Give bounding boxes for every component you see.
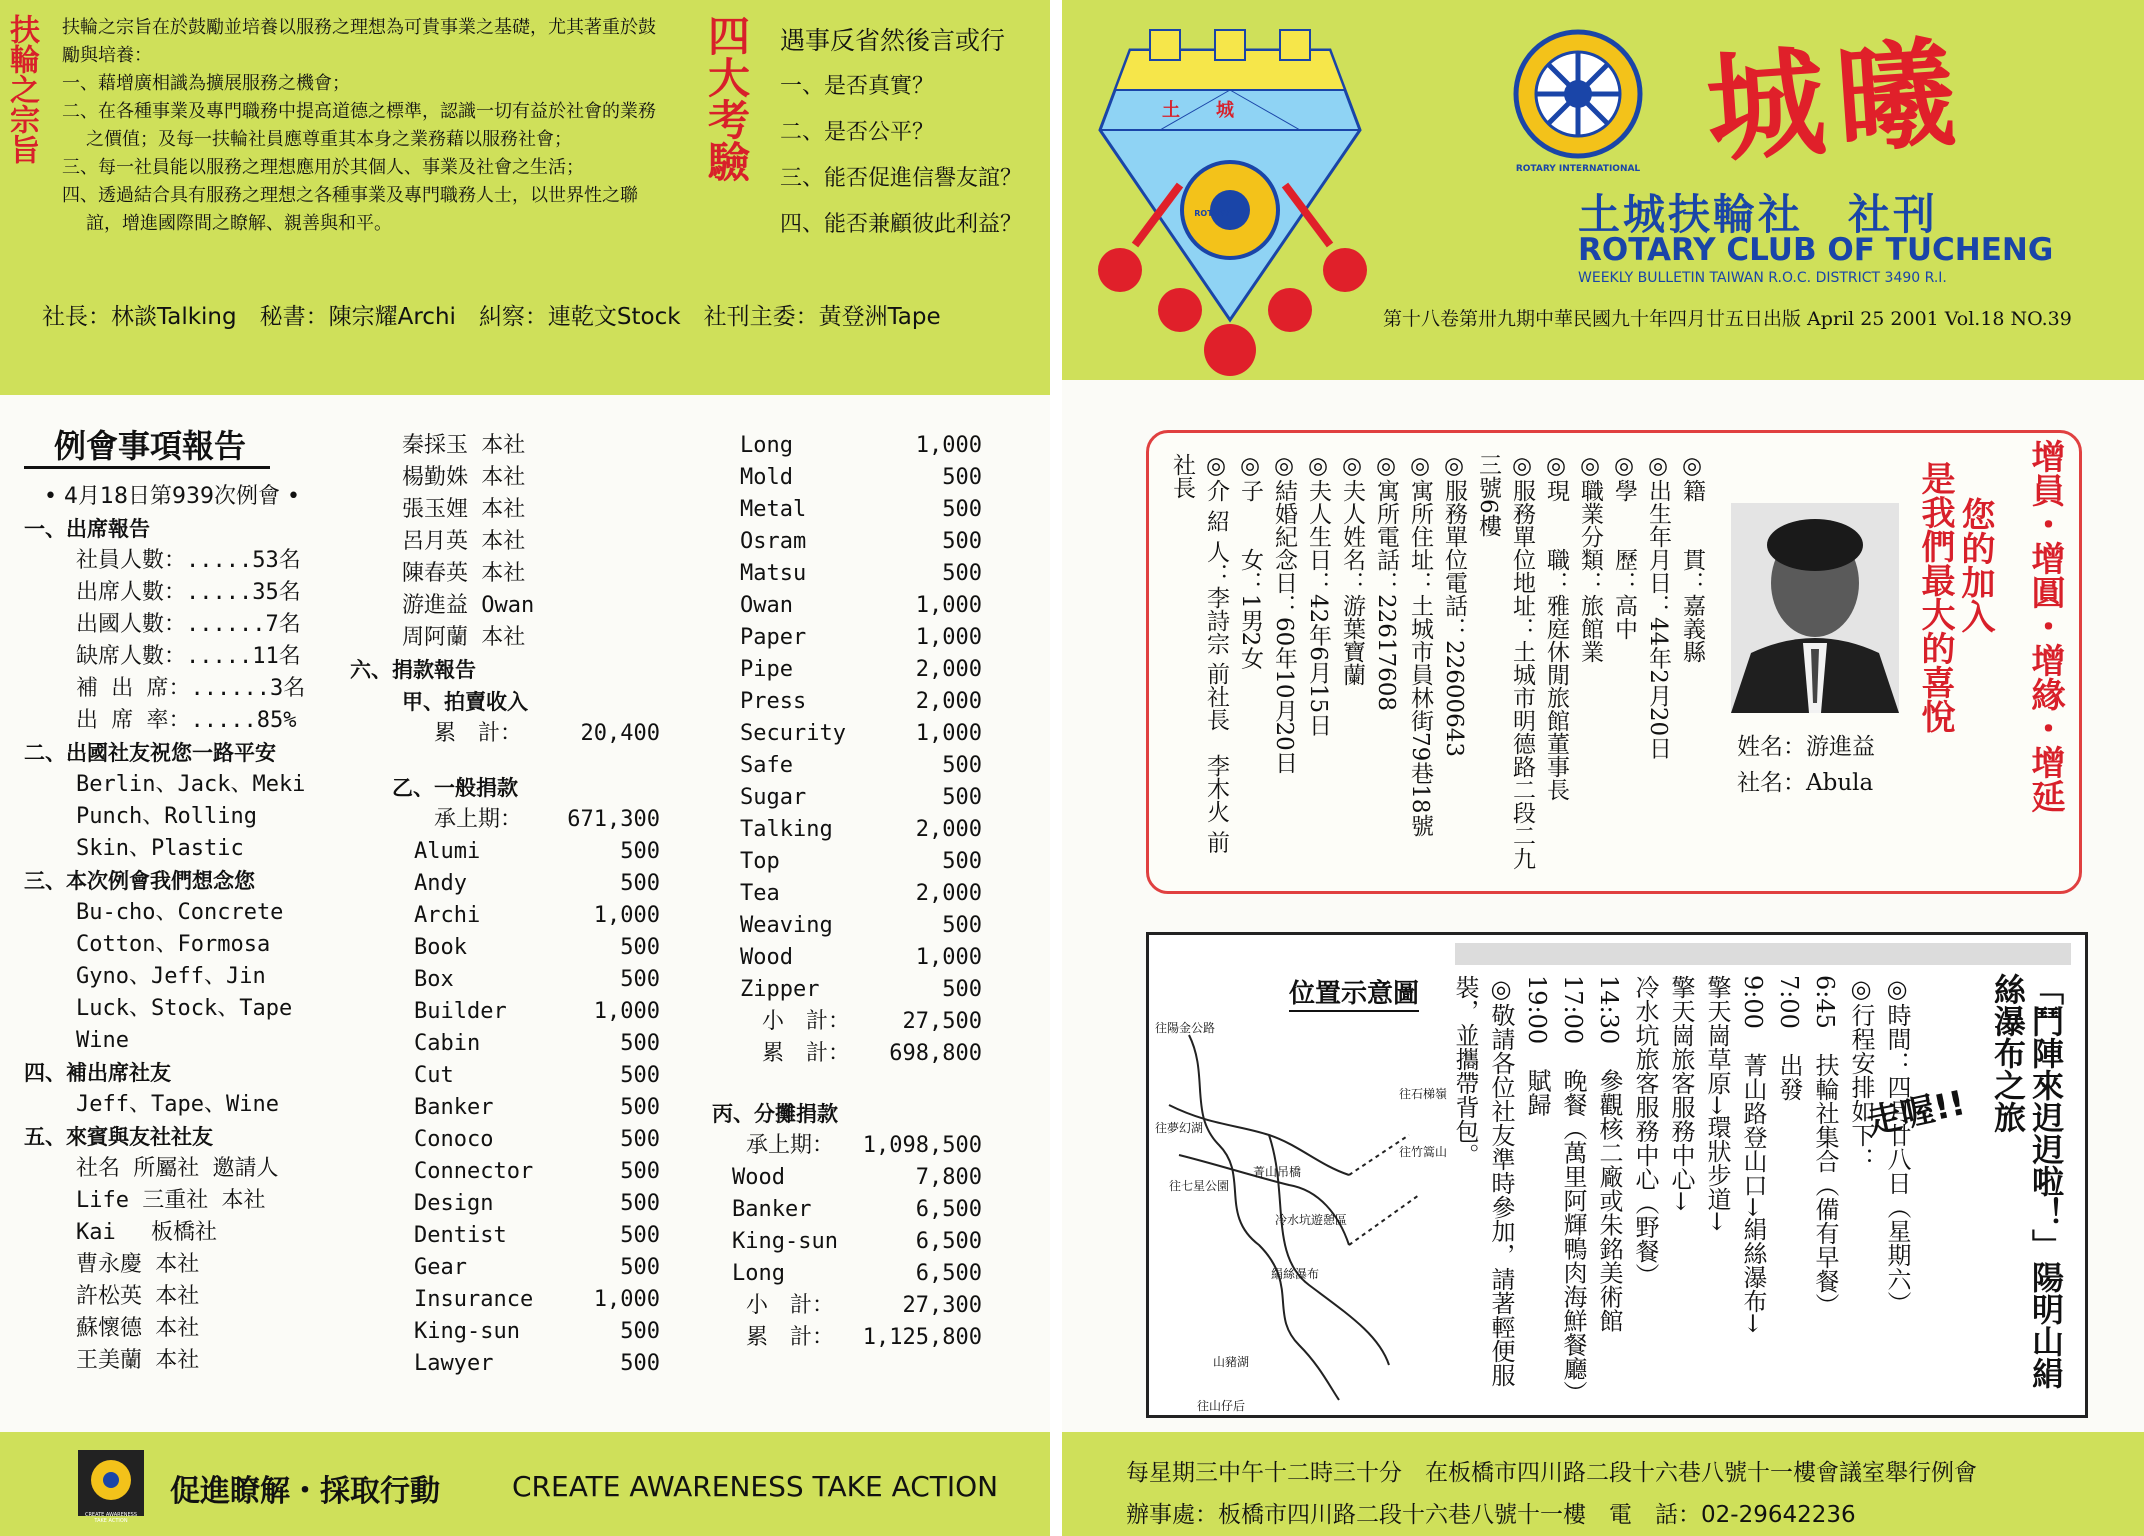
map-label: 往陽金公路 xyxy=(1155,1021,1216,1035)
donation-row xyxy=(740,942,982,974)
donation-amount: 500 xyxy=(620,1223,660,1248)
donation-row xyxy=(414,1252,660,1284)
list-item: Wine xyxy=(76,1028,129,1053)
event-go: 走喔!! xyxy=(1863,1083,1969,1143)
location-map xyxy=(1149,1015,1449,1405)
profile-field: ◎出生年月日：44年2月20日 xyxy=(1645,453,1671,760)
miss-title: 三、本次例會我們想念您 xyxy=(24,869,255,893)
profile-field: ◎寓所住址：土城市員林街79巷18號 xyxy=(1407,453,1433,837)
donor-name: Archi xyxy=(414,903,481,928)
donation-row xyxy=(740,878,982,910)
donor-name: King-sun xyxy=(732,1229,838,1254)
mission-intro: 扶輪之宗旨在於鼓勵並培養以服務之理想為可貴事業之基礎，尤其著重於鼓勵與培養： xyxy=(62,17,656,66)
donor-name: Cabin xyxy=(414,1031,481,1056)
total-value: 1,125,800 xyxy=(862,1325,982,1350)
donation-row xyxy=(732,1258,982,1290)
donation-amount: 500 xyxy=(620,1031,660,1056)
donation-amount: 500 xyxy=(942,465,982,490)
donation-amount: 500 xyxy=(942,913,982,938)
diamond-text: 土 城 xyxy=(1162,100,1234,121)
schedule-line: 冷水坑旅客服務中心（野餐） xyxy=(1631,975,1659,1287)
donor-name: Security xyxy=(740,721,846,746)
map-label: 往竹篙山 xyxy=(1399,1145,1448,1159)
profile-field: ◎籍 貫：嘉義縣 xyxy=(1679,453,1705,663)
list-item: 楊勤姝 本社 xyxy=(402,465,526,490)
donation-amount: 6,500 xyxy=(915,1261,982,1286)
list-item: Life 三重社 本社 xyxy=(76,1188,266,1213)
prev-label: 承上期： xyxy=(746,1133,835,1158)
schedule-line: ◎敬請各位社友準時參加，請著輕便服裝，並攜帶背包。 xyxy=(1451,975,1515,1387)
donor-name: Mold xyxy=(740,465,793,490)
donor-name: Insurance xyxy=(414,1287,534,1312)
mission-item: 二、在各種事業及專門職務中提高道德之標準，認識一切有益於社會的業務之價值；及每一扶輪社員應尊重其本身之業務藉以服務社會； xyxy=(62,101,656,150)
list-item: 社員人數：.....53名 xyxy=(76,548,301,573)
donor-name: Paper xyxy=(740,625,807,650)
report-column-2 xyxy=(350,430,660,1380)
guests-header: 社名 所屬社 邀請人 xyxy=(76,1156,279,1181)
donor-name: Owan xyxy=(740,593,793,618)
event-schedule xyxy=(1447,975,1915,1405)
share-prev-row xyxy=(712,1130,982,1162)
donor-name: Book xyxy=(414,935,467,960)
donor-name: Pipe xyxy=(740,657,793,682)
profile-field: ◎結婚紀念日：60年10月20日 xyxy=(1271,453,1297,774)
schedule-line: 6:45 扶輪社集合（備有早餐） xyxy=(1811,975,1839,1317)
list-item: Bu-cho、Concrete xyxy=(76,900,284,925)
total-label: 累 計： xyxy=(762,1041,851,1066)
schedule-line: ◎行程安排如下： xyxy=(1847,975,1875,1171)
donation-row xyxy=(414,1092,660,1124)
donor-name: Zipper xyxy=(740,977,820,1002)
general-list-a xyxy=(350,836,660,1380)
general-list-b xyxy=(712,430,982,1006)
list-item: Punch、Rolling xyxy=(76,804,257,829)
share-title: 丙、分攤捐款 xyxy=(712,1102,838,1126)
list-item: 呂月英 本社 xyxy=(402,529,526,554)
rotary-wheel-icon xyxy=(1512,28,1644,160)
rotary-logo-text: ROTARY INTERNATIONAL xyxy=(1515,164,1641,174)
masthead-title: 城曦 xyxy=(1702,22,1972,179)
total-label: 累 計： xyxy=(746,1325,835,1350)
issue-line: 第十八卷第卅九期中華民國九十年四月廿五日出版 April 25 2001 Vol.18 NO.39 xyxy=(1383,308,2072,330)
schedule-line: 7:00 出發 xyxy=(1775,975,1803,1101)
donor-name: Design xyxy=(414,1191,494,1216)
list-item: Jeff、Tape、Wine xyxy=(76,1092,279,1117)
list-item: 游進益 Owan xyxy=(402,593,535,618)
awareness-badge-text: CREATE AWARENESS TAKE ACTION xyxy=(84,1512,138,1524)
event-strip xyxy=(1455,943,2071,965)
map-label: 往山仔后 xyxy=(1197,1399,1246,1413)
map-label: 菁山吊橋 xyxy=(1253,1165,1302,1179)
donor-name: Box xyxy=(414,967,454,992)
profile-field: ◎夫人姓名：游葉寶蘭 xyxy=(1339,453,1365,686)
donation-row xyxy=(414,964,660,996)
map-title: 位置示意圖 xyxy=(1289,973,1419,1012)
attendance-title: 一、出席報告 xyxy=(24,517,150,541)
donation-amount: 500 xyxy=(620,839,660,864)
donation-amount: 500 xyxy=(942,561,982,586)
list-item: Gyno、Jeff、Jin xyxy=(76,964,266,989)
donation-amount: 2,000 xyxy=(915,817,982,842)
donor-name: Long xyxy=(740,433,793,458)
donor-name: Safe xyxy=(740,753,793,778)
page-fold xyxy=(1050,0,1062,1536)
donor-name: Builder xyxy=(414,999,507,1024)
list-item: 缺席人數：.....11名 xyxy=(76,644,301,669)
schedule-line: 9:00 菁山路登山口→絹絲瀑布→ xyxy=(1739,975,1767,1334)
donor-name: Press xyxy=(740,689,807,714)
list-item: 補 出 席：......3名 xyxy=(76,676,306,701)
donor-name: Metal xyxy=(740,497,807,522)
list-item: 出席人數：.....35名 xyxy=(76,580,301,605)
donor-name: Lawyer xyxy=(414,1351,494,1376)
donation-row xyxy=(740,974,982,1006)
general-total-row xyxy=(712,1038,982,1070)
donation-amount: 500 xyxy=(620,1127,660,1152)
donation-row xyxy=(414,1124,660,1156)
subtotal-value: 27,500 xyxy=(902,1009,982,1034)
makeup-title: 四、補出席社友 xyxy=(24,1061,171,1085)
donor-name: Gear xyxy=(414,1255,467,1280)
donation-amount: 2,000 xyxy=(915,881,982,906)
club-name-en: ROTARY CLUB OF TUCHENG xyxy=(1578,232,2054,268)
guests-list xyxy=(24,1153,354,1377)
member-name: 姓名：游進益 xyxy=(1737,734,1875,760)
donation-amount: 500 xyxy=(620,1191,660,1216)
donation-amount: 1,000 xyxy=(915,593,982,618)
subtotal-label: 小 計： xyxy=(762,1009,851,1034)
donor-name: Connector xyxy=(414,1159,534,1184)
donation-row xyxy=(740,462,982,494)
donation-amount: 500 xyxy=(620,871,660,896)
profile-field: ◎現 職：雅庭休閒旅館董事長 xyxy=(1543,453,1569,801)
total-label: 累 計： xyxy=(434,721,523,746)
list-item: Cotton、Formosa xyxy=(76,932,271,957)
donation-title: 六、捐款報告 xyxy=(350,658,476,682)
donation-amount: 500 xyxy=(620,1095,660,1120)
donation-row xyxy=(414,1028,660,1060)
donor-name: Banker xyxy=(732,1197,812,1222)
donation-amount: 1,000 xyxy=(915,945,982,970)
list-item: 蘇懷德 本社 xyxy=(76,1316,200,1341)
profile-field: ◎學 歷：高中 xyxy=(1611,453,1637,640)
profile-field: ◎職業分類：旅館業 xyxy=(1577,453,1603,663)
list-item: 陳春英 本社 xyxy=(402,561,526,586)
donation-row xyxy=(740,750,982,782)
mission-label: 扶輪之宗旨 xyxy=(4,14,39,164)
donation-amount: 1,000 xyxy=(915,625,982,650)
donor-name: Sugar xyxy=(740,785,807,810)
guests-title: 五、來賓與友社社友 xyxy=(24,1125,213,1149)
donation-amount: 2,000 xyxy=(915,689,982,714)
map-label: 往夢幻湖 xyxy=(1155,1121,1204,1135)
donor-name: Talking xyxy=(740,817,833,842)
donor-name: Long xyxy=(732,1261,785,1286)
travel-list xyxy=(24,769,354,865)
donation-amount: 500 xyxy=(942,849,982,874)
share-list xyxy=(712,1162,982,1290)
donor-name: Wood xyxy=(740,945,793,970)
donation-row xyxy=(414,1284,660,1316)
footer-meeting: 每星期三中午十二時三十分 在板橋市四川路二段十六巷八號十一樓會議室舉行例會 xyxy=(1126,1460,1977,1486)
schedule-line: ◎時間：四月廿八日（星期六） xyxy=(1883,975,1911,1315)
mission-item: 四、透過結合具有服務之理想之各種事業及專門職務人士，以世界性之聯誼，增進國際間之瞭解、親善與和平。 xyxy=(62,185,638,234)
donation-amount: 6,500 xyxy=(915,1229,982,1254)
donation-row xyxy=(414,868,660,900)
profile-field: ◎服務單位地址：土城市明德路二段二九三號6樓 xyxy=(1475,453,1535,870)
list-item: Kai 板橋社 xyxy=(76,1220,217,1245)
general-subtotal-row xyxy=(712,1006,982,1038)
list-item: 周阿蘭 本社 xyxy=(402,625,526,650)
awareness-badge-icon xyxy=(78,1450,144,1516)
outing-event xyxy=(1146,932,2088,1418)
donation-row xyxy=(740,814,982,846)
report-column-3 xyxy=(712,430,982,1354)
donor-name: Banker xyxy=(414,1095,494,1120)
donation-row xyxy=(740,590,982,622)
officers-line: 社長：林談Talking 秘書：陳宗耀Archi 糾察：連乾文Stock 社刊主委：黃登洲Tape xyxy=(42,304,941,330)
miss-list xyxy=(24,897,354,1057)
map-label: 往七星公園 xyxy=(1169,1179,1230,1193)
four-way-item: 二、是否公平？ xyxy=(780,120,935,145)
share-subtotal-row xyxy=(712,1290,982,1322)
mission-statement xyxy=(62,14,662,238)
donor-name: Alumi xyxy=(414,839,481,864)
profile-fields xyxy=(1165,453,1709,873)
four-way-item: 三、能否促進信譽友誼？ xyxy=(780,166,1023,191)
general-prev-row xyxy=(350,804,660,836)
event-title: 「鬥陣來迌迌啦！」陽明山絹絲瀑布之旅 xyxy=(1989,973,2065,1389)
club-name-cn: 土城扶輪社 社刊 xyxy=(1578,190,1939,239)
list-item: 許松英 本社 xyxy=(76,1284,200,1309)
donation-row xyxy=(740,846,982,878)
prev-value: 1,098,500 xyxy=(862,1133,982,1158)
list-item: Skin、Plastic xyxy=(76,836,244,861)
list-item: 曹永慶 本社 xyxy=(76,1252,200,1277)
general-title: 乙、一般捐款 xyxy=(392,776,518,800)
donation-row xyxy=(732,1226,982,1258)
schedule-line: 19:00 賦歸 xyxy=(1523,975,1551,1117)
profile-field: ◎寓所電話：22617608 xyxy=(1373,453,1399,712)
profile-welcome-2: 您的加入 xyxy=(1955,497,1995,633)
subtotal-value: 27,300 xyxy=(902,1293,982,1318)
donation-row xyxy=(414,996,660,1028)
report-column-1 xyxy=(24,427,354,1377)
list-item: 出國人數：......7名 xyxy=(76,612,301,637)
total-value: 20,400 xyxy=(580,721,660,746)
donation-amount: 500 xyxy=(620,1319,660,1344)
donation-amount: 1,000 xyxy=(593,1287,660,1312)
donation-row xyxy=(740,910,982,942)
member-name-block xyxy=(1737,729,1875,801)
donor-name: Tea xyxy=(740,881,780,906)
schedule-line: 17:00 晚餐（萬里阿輝鴨肉海鮮餐廳） xyxy=(1559,975,1587,1405)
profile-field: ◎服務單位電話：22600643 xyxy=(1441,453,1467,758)
list-item: 出 席 率：.....85% xyxy=(76,708,297,733)
donation-amount: 500 xyxy=(620,1351,660,1376)
donation-row xyxy=(740,430,982,462)
mission-item: 一、藉增廣相識為擴展服務之機會； xyxy=(62,73,350,94)
donation-row xyxy=(732,1162,982,1194)
donation-row xyxy=(414,1220,660,1252)
profile-slogan: 增員・增圓・增緣・增延 xyxy=(2025,439,2065,813)
schedule-line: 擎天崗草原→環狀步道→ xyxy=(1703,975,1731,1232)
donation-row xyxy=(414,1348,660,1380)
donation-amount: 1,000 xyxy=(593,903,660,928)
donation-amount: 500 xyxy=(620,1159,660,1184)
donor-name: Osram xyxy=(740,529,807,554)
club-subtitle: WEEKLY BULLETIN TAIWAN R.O.C. DISTRICT 3490 R.I. xyxy=(1578,270,1947,286)
four-way-item: 四、能否兼顧彼此利益？ xyxy=(780,212,1023,237)
donation-amount: 1,000 xyxy=(915,433,982,458)
four-way-item: 一、是否真實？ xyxy=(780,74,935,99)
diamond-rotary-badge xyxy=(1172,196,1252,226)
donation-row xyxy=(414,1316,660,1348)
prev-label: 承上期： xyxy=(434,807,523,832)
map-label: 山豬湖 xyxy=(1213,1355,1250,1369)
donor-name: Weaving xyxy=(740,913,833,938)
profile-field: ◎介 紹 人：李詩宗 前社長 李木火 前社長 xyxy=(1169,453,1229,854)
list-item: Berlin、Jack、Meki xyxy=(76,772,306,797)
donation-amount: 500 xyxy=(942,977,982,1002)
donation-amount: 1,000 xyxy=(593,999,660,1024)
guests-list-2 xyxy=(350,430,660,654)
travel-title: 二、出國社友祝您一路平安 xyxy=(24,741,276,765)
donation-row xyxy=(740,654,982,686)
member-club-name: 社名：Abula xyxy=(1737,770,1874,796)
schedule-line: 擎天崗旅客服務中心→ xyxy=(1667,975,1695,1212)
footer-office: 辦事處：板橋市四川路二段十六巷八號十一樓 電 話：02-29642236 xyxy=(1126,1502,1856,1528)
list-item: 張玉娌 本社 xyxy=(402,497,526,522)
auction-title: 甲、拍賣收入 xyxy=(402,690,528,714)
footer-slogan-en: CREATE AWARENESS TAKE ACTION xyxy=(512,1470,999,1503)
member-photo xyxy=(1731,503,1899,713)
list-item: 秦採玉 本社 xyxy=(402,433,526,458)
makeup-list xyxy=(24,1089,354,1121)
share-total-row xyxy=(712,1322,982,1354)
subtotal-label: 小 計： xyxy=(746,1293,835,1318)
donation-row xyxy=(414,1060,660,1092)
attendance-list xyxy=(24,545,354,737)
donation-row xyxy=(740,558,982,590)
donation-amount: 500 xyxy=(942,785,982,810)
donation-amount: 500 xyxy=(942,529,982,554)
donation-row xyxy=(732,1194,982,1226)
donation-row xyxy=(414,1156,660,1188)
total-value: 698,800 xyxy=(889,1041,982,1066)
donation-row xyxy=(740,718,982,750)
donation-amount: 1,000 xyxy=(915,721,982,746)
diamond-badge-text: ROTARY xyxy=(1194,209,1230,218)
new-member-profile xyxy=(1146,430,2082,894)
donor-name: Dentist xyxy=(414,1223,507,1248)
mission-item: 三、每一社員能以服務之理想應用於其個人、事業及社會之生活； xyxy=(62,157,584,178)
donation-amount: 7,800 xyxy=(915,1165,982,1190)
donation-amount: 500 xyxy=(942,753,982,778)
donor-name: Cut xyxy=(414,1063,454,1088)
footer-slogan-cn: 促進瞭解・採取行動 xyxy=(170,1474,440,1509)
donor-name: Top xyxy=(740,849,780,874)
donor-name: Wood xyxy=(732,1165,785,1190)
four-way-heading: 遇事反省然後言或行 xyxy=(780,26,1006,55)
list-item: Luck、Stock、Tape xyxy=(76,996,293,1021)
donation-amount: 2,000 xyxy=(915,657,982,682)
donation-row xyxy=(414,932,660,964)
donation-amount: 500 xyxy=(620,1255,660,1280)
auction-total-row xyxy=(350,718,660,750)
donor-name: King-sun xyxy=(414,1319,520,1344)
donor-name: Matsu xyxy=(740,561,807,586)
donor-name: Conoco xyxy=(414,1127,494,1152)
donation-amount: 500 xyxy=(942,497,982,522)
donation-row xyxy=(740,526,982,558)
prev-value: 671,300 xyxy=(567,807,660,832)
donation-row xyxy=(740,494,982,526)
meeting-line: • 4月18日第939次例會 • xyxy=(44,484,300,509)
report-title: 例會事項報告 xyxy=(24,430,270,469)
profile-welcome-1: 是我們最大的喜悅 xyxy=(1915,461,1955,733)
donation-amount: 500 xyxy=(620,1063,660,1088)
map-label: 冷水坑遊憩區 xyxy=(1275,1213,1348,1227)
donation-row xyxy=(414,836,660,868)
four-way-test xyxy=(780,18,1050,248)
donation-row xyxy=(740,686,982,718)
donation-amount: 500 xyxy=(620,935,660,960)
profile-field: ◎子 女：1男2女 xyxy=(1237,453,1263,670)
donor-name: Andy xyxy=(414,871,467,896)
donation-amount: 500 xyxy=(620,967,660,992)
donation-amount: 6,500 xyxy=(915,1197,982,1222)
four-way-test-title: 四大考驗 xyxy=(702,14,751,182)
donation-row xyxy=(414,900,660,932)
donation-row xyxy=(414,1188,660,1220)
donation-row xyxy=(740,782,982,814)
list-item: 王美蘭 本社 xyxy=(76,1348,200,1373)
map-label: 絹絲瀑布 xyxy=(1271,1267,1320,1281)
donation-row xyxy=(740,622,982,654)
schedule-line: 14:30 參觀核二廠或朱銘美術館 xyxy=(1595,975,1623,1333)
profile-field: ◎夫人生日：42年6月15日 xyxy=(1305,453,1331,737)
map-label: 往石梯嶺 xyxy=(1399,1087,1448,1101)
